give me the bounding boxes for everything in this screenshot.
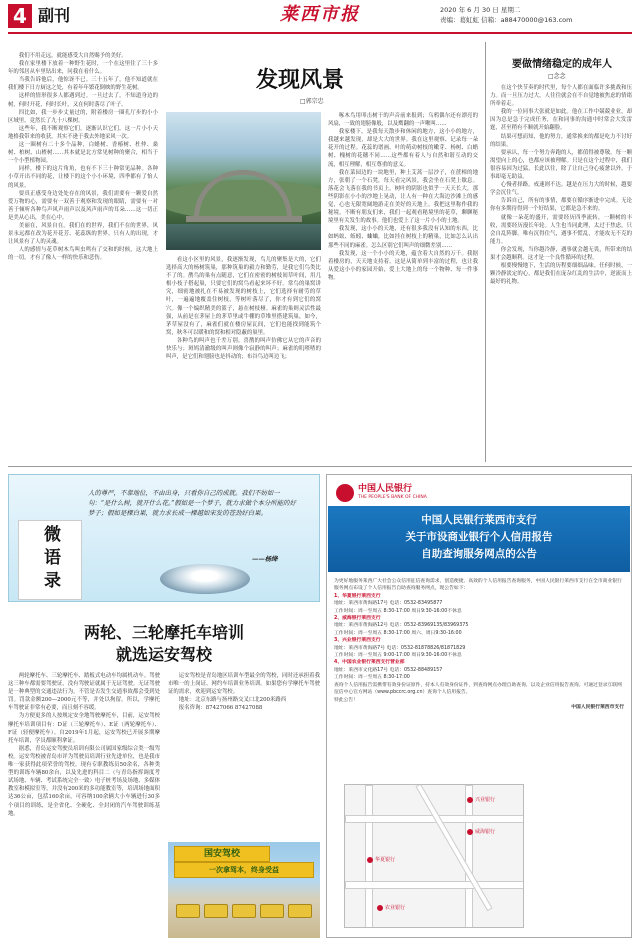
bank-banner-line1: 中国人民银行莱西市支行	[421, 514, 537, 526]
map-label-branch: 农业银行	[385, 905, 406, 911]
paragraph: 当我告诉他后，他惊讶不已。三十五年了，他不知道就在我们楼下日方厨这之处，有着年年繁花倒映的野生花树。	[8, 77, 158, 92]
bank-text: 工作时间：周一至周五 8:30-17:00 周六、周日9:30-16:00	[334, 630, 462, 636]
ad-contact: 报名咨询：87427066 87427088	[178, 705, 263, 712]
paragraph: 两轮摩托车、三轮摩托车、踏板式电动车均属机动车。驾驶这三种车都需要驾驶证，没有驾驶证就属于无证驾驶。无证驾驶是一种典型的交通违法行为，不管是否发生交通事故都会受到处罚。罚款金额200—2000元不等，并处以拘留。所以，学摩托车驾驶证非常有必要，而且刻不容缓。	[8, 673, 160, 712]
paragraph: 各种鸟的叫声也千差万别。喜鹊的叫声仿佛它从它的声音的快乐与；斑鸠清澈级的叫声则像个寂静的叫声；麻雀的叽喳喳的叫声，是它们和翅膀也是抖动的；布谷鸟边叫边飞；	[166, 337, 321, 361]
paragraph: 我在家里楼下放着一种野生花时，一个在这里住了三十多年的邻居从车里钻出来，问我在看什么。	[8, 61, 158, 76]
paragraph: 心慢者择路，戒速则不达。越是在压力大的时候，越要学会沉住气。	[490, 182, 632, 197]
paragraph: 我们不用走远，就能感受大自然赐予的美好。	[18, 53, 127, 59]
bank-text: 地址：莱西市黄海路17号 电话：0532-83495877	[334, 601, 443, 607]
bank-name-en: THE PEOPLE'S BANK OF CHINA	[358, 495, 427, 500]
bank-text: 3、兴业银行莱西支行	[334, 638, 381, 644]
right-article-author: □念念	[548, 73, 566, 80]
map-road	[415, 784, 492, 911]
bank-text: 为更好地服务莱西广大社会公众信用征信查询需求，创造便捷、高效的个人信用报告查询服务，中国人民银行莱西市支行在全市商业银行服务网点布设了个人信用报告自助查询服务网点，现公告如下：	[334, 579, 622, 592]
ad-badge-2: 一次拿驾本，终身受益	[174, 862, 314, 878]
date-line: 2020 年 6 月 30 日 星期二	[440, 6, 521, 14]
bank-text: 地址：莱西市黄海路12号 电话：0532-83969135/83969375	[334, 623, 469, 629]
bank-text: 地址：莱西市文化路17号 电话：0532-88489157	[334, 667, 443, 673]
river-water	[166, 224, 321, 250]
header-rule	[8, 32, 632, 34]
driving-school-photo	[168, 842, 320, 938]
bank-banner-line2: 关于市设商业银行个人信用报告	[405, 531, 553, 543]
weiyu-author: ——杨绛	[252, 555, 278, 563]
paragraph: 告诉自己，所有的事情，都要在循序渐进中完成。无论你有多期待得到一个好结果，它都是急不来的。	[490, 198, 632, 213]
bank-text: 4、中国农业银行莱西支行营业部	[334, 660, 405, 666]
paragraph: 为方便更多的人按规定安全地驾驶摩托车，目前，运安驾校摩托车培训项目有：D证（三轮摩托车）、E证（两轮摩托车）、F证（轻便摩托车）。自2019年1月起，运安驾校已开展多期摩托车培训，学员都顺利拿证。	[8, 713, 160, 744]
paragraph: 同样，楼下的这片角角，也有不下三十种常见品种。各种小草开出不同的花，让楼下的这个小小环境，四季都有了怡人的风景。	[8, 166, 158, 189]
map-pin-icon	[377, 905, 383, 911]
bank-name: 中国人民银行	[358, 484, 413, 494]
section-title: 副刊	[38, 6, 71, 25]
feature-under-photo-text	[166, 256, 321, 462]
paragraph: 人的感情与花草树木鸟叫虫鸣有了交和的时候，这大地上的一切，才有了像人一样的快乐和悲伤。	[8, 247, 158, 262]
stone-bridge	[194, 170, 292, 218]
left-column-text	[8, 52, 158, 462]
pearl-shell-image	[160, 564, 250, 594]
paragraph: 我发现，这小小的天地，还有很多我没有认知的东西，比如蚂蚁、蚯蚓、蛐蛐，比如挂在树枝上的精巢，比如怎么认出那些不同的麻雀。怎么区别它们叫声的细微差别……	[328, 226, 478, 249]
editor-line: 责编：葛虹虹 信箱：a88470000@163.com	[440, 16, 573, 24]
map-pin-icon	[367, 857, 373, 863]
bank-banner	[328, 506, 630, 572]
paragraph: 在这个快节奏的时代里，每个人都在面临许多挑战和压力。而一旦压力过大，人往往就会在不自觉地被焦虑的情绪所牵着走。	[490, 85, 632, 108]
paragraph: 就像一朵花的盛开，需要经历四季流转，一颗树的丰收，需要经历漫长年轮。人生也当同此理，太过于焦虑，只会自乱阵脚。唯有沉得住气，遇事不慌乱，才能攻无不克的能力。	[490, 214, 632, 245]
paragraph: 运安驾校是青岛地区培训车型最全的驾校，同时还承担着我市唯一的上岗证、网约车培训业务培训。如果您有学摩托车驾驶证的需求，欢迎到运安驾校。	[168, 673, 320, 696]
paragraph: 据悉，青岛运安驾驶员培训有限公司属国家级综合类一级驾校。运安驾校被青岛市评为驾驶员培训行业先进单位，也是我市唯一家获得此项荣誉的驾校。现有专职教练员50余名，各种类型的训练车辆80余台，以及先进的科目二（与青岛指挥调度考试场地、车辆、考试系统完全一致）电子桩考场及场地、多媒体教室和模拟室等，并没有200米的多功能教室等，培训场地面积达36公亩，包括160余亩，可容纳100余辆大小车辆进行30多个项目的训练，是全省化、全硬化、全封闭的汽车驾驶训练基地。	[8, 745, 160, 817]
ad-title-line1: 两轮、三轮摩托车培训	[83, 623, 244, 642]
paragraph: 我的一位同事大张就是如此。他在工作中兢兢业业，却因为总是急于完成任务，在和同事的沟通中时常会大发雷霆，甚至稍有不顺就开始翻脸。	[490, 109, 632, 132]
map-label-branch: 威海银行	[475, 829, 496, 835]
bank-logo-icon	[336, 484, 354, 502]
paragraph: 四比如，我一步步丈量过的，附着楼房一圈孔厅步的小小区域里，竟然长了九十八棵树。	[8, 109, 158, 124]
right-article-text	[490, 84, 632, 462]
map-road	[345, 881, 524, 889]
paragraph: 美丽在，风景自在。我们在的世界，我们不在的世界，风景永远都在改为花开花芳、花蕊纵的世界。只有人的出现，才让风景有了人的灵魂。	[8, 222, 158, 246]
paragraph: 根要慢慢地下，生活的历程要细细品味。任何时候，一颗冷静淡定的心，都是我们在庞杂红乱的生活中，逆流而上最好的礼物。	[490, 263, 632, 286]
bank-text: 特此公告！	[334, 697, 358, 703]
bank-text: 1、华夏银行莱西支行	[334, 593, 381, 599]
ad-badge-1: 国安驾校	[174, 846, 270, 862]
bank-text: 工作时间：周一至周五 8:30-17:00	[334, 675, 410, 681]
bank-text: 地址：莱西市黄海路7号 电话：0532-81878826/81871829	[334, 645, 466, 651]
map-pin-icon	[467, 797, 473, 803]
paragraph: 这些年，我不断观察它们，逐渐认识它们。这一片小小天地格我带来的收获，其实不逊于我去外地采风一次。	[8, 125, 158, 140]
paragraph: 要真正感受身边处处存在的风景，我们需要有一颗爱自然爱万物的心，需要有一双善于观察和发现的眼睛，需要有一对善于倾听各种鸟声风声雨声以及风声雨声的耳朵……这一切正是美从心出，美在心中。	[8, 190, 158, 221]
bank-text: 工作时间：周一至周五 8:30-17:00 周日9:30-16:00不休息	[334, 608, 462, 614]
ad-body-right	[168, 672, 320, 842]
paragraph: 我在菜园边的一块地里，种上艾蒿一层沙子，在蔗樟的地方，张朝了一个石凳，每天看完风景，我会坐在石凳上歇息。落花会飞落在我的书页上，树叶的阴影也似乎一天天长大，那些阴影在小小的沙地上晃动，让人有一种在大海边沙滩上的感觉，心也无限宽阔地游走在美好的天地上。我把这里称作我的秘境，不断有朋友们来，我们一起观看秘境里的花草，聊聊秘境里有关发生的故事。他们也爱上了这一片小小的土地。	[328, 169, 478, 225]
paragraph: 要承认，每一个努力奔跑的人，都值得被尊敬。每一颗渴望向上的心，也都应该被理解。只是在这个过程中，我们很容易因为过猛，长此以往，除了让自己身心疲惫以外，于事却毫无助益。	[490, 149, 632, 181]
weiyu-label: 微语录	[40, 525, 60, 594]
paragraph: 结果可想而知，他的努力，通常换来的都是吃力不讨好的结果。	[490, 133, 632, 148]
feature-middle-text	[328, 112, 478, 462]
bank-text: 2、威海银行莱西支行	[334, 616, 381, 622]
bank-banner-line3: 自助查询服务网点的公告	[421, 548, 537, 560]
weiyu-label-box	[18, 520, 82, 600]
feature-title: 发现风景	[255, 67, 344, 93]
map-label-branch: 兴业银行	[475, 797, 496, 803]
training-car	[260, 904, 284, 918]
bank-signature: 中国人民银行莱西市支行	[571, 704, 624, 710]
paragraph: 我家楼下，是我每天散步和休闲的地方，这小小的地方，我越来越发现，却是大大的世界。我在这里观察、记录每一朵花开的过程。花蕊的谱画、叶的萌动树枝的嫩芽、杨树、白蜡树、槐树的花穗不同……这些都有着人与自然和谐互动的交流，相互理解，相互尊重的意义。	[328, 129, 478, 168]
bank-text: 工作时间：周一至周五 9:00-17:00 周日9:30-16:00不休息	[334, 653, 462, 659]
feature-photo	[166, 112, 321, 250]
paragraph: 这样的情形很多人都遇到过。一旦过去了，不知道身边的树，何时开花，何时长叶，又在何时落尽了叶子。	[8, 93, 158, 108]
paragraph: 这一圈树有二十多个品种，白蜡树、香椿树、杜仲、桑树、柏树、山楂树……其本就是北方常见树种的聚合，相当于一个小型植物园。	[8, 142, 158, 165]
right-article-title: 要做情绪稳定的成年人	[512, 59, 612, 70]
branch-map	[344, 784, 524, 928]
header-info	[440, 5, 573, 25]
training-car	[288, 904, 312, 918]
ad-body-left	[8, 672, 160, 940]
map-road	[465, 785, 473, 928]
training-car	[204, 904, 228, 918]
paragraph: 看这小区里的风景，我逐渐发现，鸟儿的聚集是大的，它们选择高大的杨树筑巢，那种筑巢的毅力和勤劳，是我它们鸟类比不了的。鹊鸟的巢有点随意，它们在密密的树枝间草叶间，用几根小枝子搭起巢，只要它们的窝鸟看起来坏不好。常鸟的巢窝讲究，细密地被扎在不易被发现的树枝上，它们选择有耐劳的草叶，一遍遍地覆盖住树枝，等树叶落尽了，你才有到它们的窝穴。像一个编织精美的篮子，悬在树枝桠。麻雀的巢则灵活性最强，从前是在茅屋上的茅草里或牛棚的草堆里搭建筑巢，如今，茅草屋没有了，麻雀们就在楼房屋瓦间，它们也能找到能筑个窝，秋冬可以暖和的窝和相对隐蔽的巢里。	[166, 257, 321, 336]
ad-contact: 地址：北京东路与扬州路交叉口北200米路西	[178, 697, 287, 704]
map-pin-icon	[467, 829, 473, 835]
page-number: 4	[8, 4, 32, 28]
bank-text: 查询个人信用报告需携带有效身份证原件，持本人有效身份证件，到查询网点办理自助查询，以及企业信用报告查询。可通过登录互联网征信中心官方网站（www.pbccrc.org.cn）查询个人信用报告。	[334, 682, 622, 696]
weiyu-quote: 人的尊严，不靠地位，不由出身，只看你自己的成就。我们不妨如一句：“是什么树，就开什么花。”假如是一个梦子，就力求做个本分所能的好梦子；假如是棵白果，就力求长成一棵越如宋发的苍劲好白果。	[88, 489, 296, 517]
paragraph: 你会发现，当你越冷静，遇事就会越无畏，所带来的结果才会越顺利。这才是一个良性循环的过程。	[490, 246, 632, 261]
paragraph: 啄木鸟用叩击树干的声音前来报到；乌鸦偶尔还有漂亮的风扇，一致的翅膀像般，以及鹰翻的一声啾叫……	[328, 113, 478, 128]
training-car	[232, 904, 256, 918]
feature-author: □郭宗忠	[300, 98, 324, 105]
training-car	[176, 904, 200, 918]
bridge-deck	[186, 216, 302, 222]
map-label-branch: 华夏银行	[375, 857, 396, 863]
paragraph: 我发现，这一个小小的天地，蕴含着大自然的万千。我据着楼房的，天天地支持着。这是从简单到丰富的过程，也让我从爱这小小的家园开始，爱上大地上的每一个物种、每一件事物。	[328, 250, 478, 281]
section-divider	[8, 466, 632, 467]
newspaper-logo: 莱西市报	[280, 4, 360, 25]
bank-body	[334, 578, 624, 714]
column-divider	[485, 42, 486, 462]
ad-title-line2: 就选运安驾校	[115, 645, 212, 664]
